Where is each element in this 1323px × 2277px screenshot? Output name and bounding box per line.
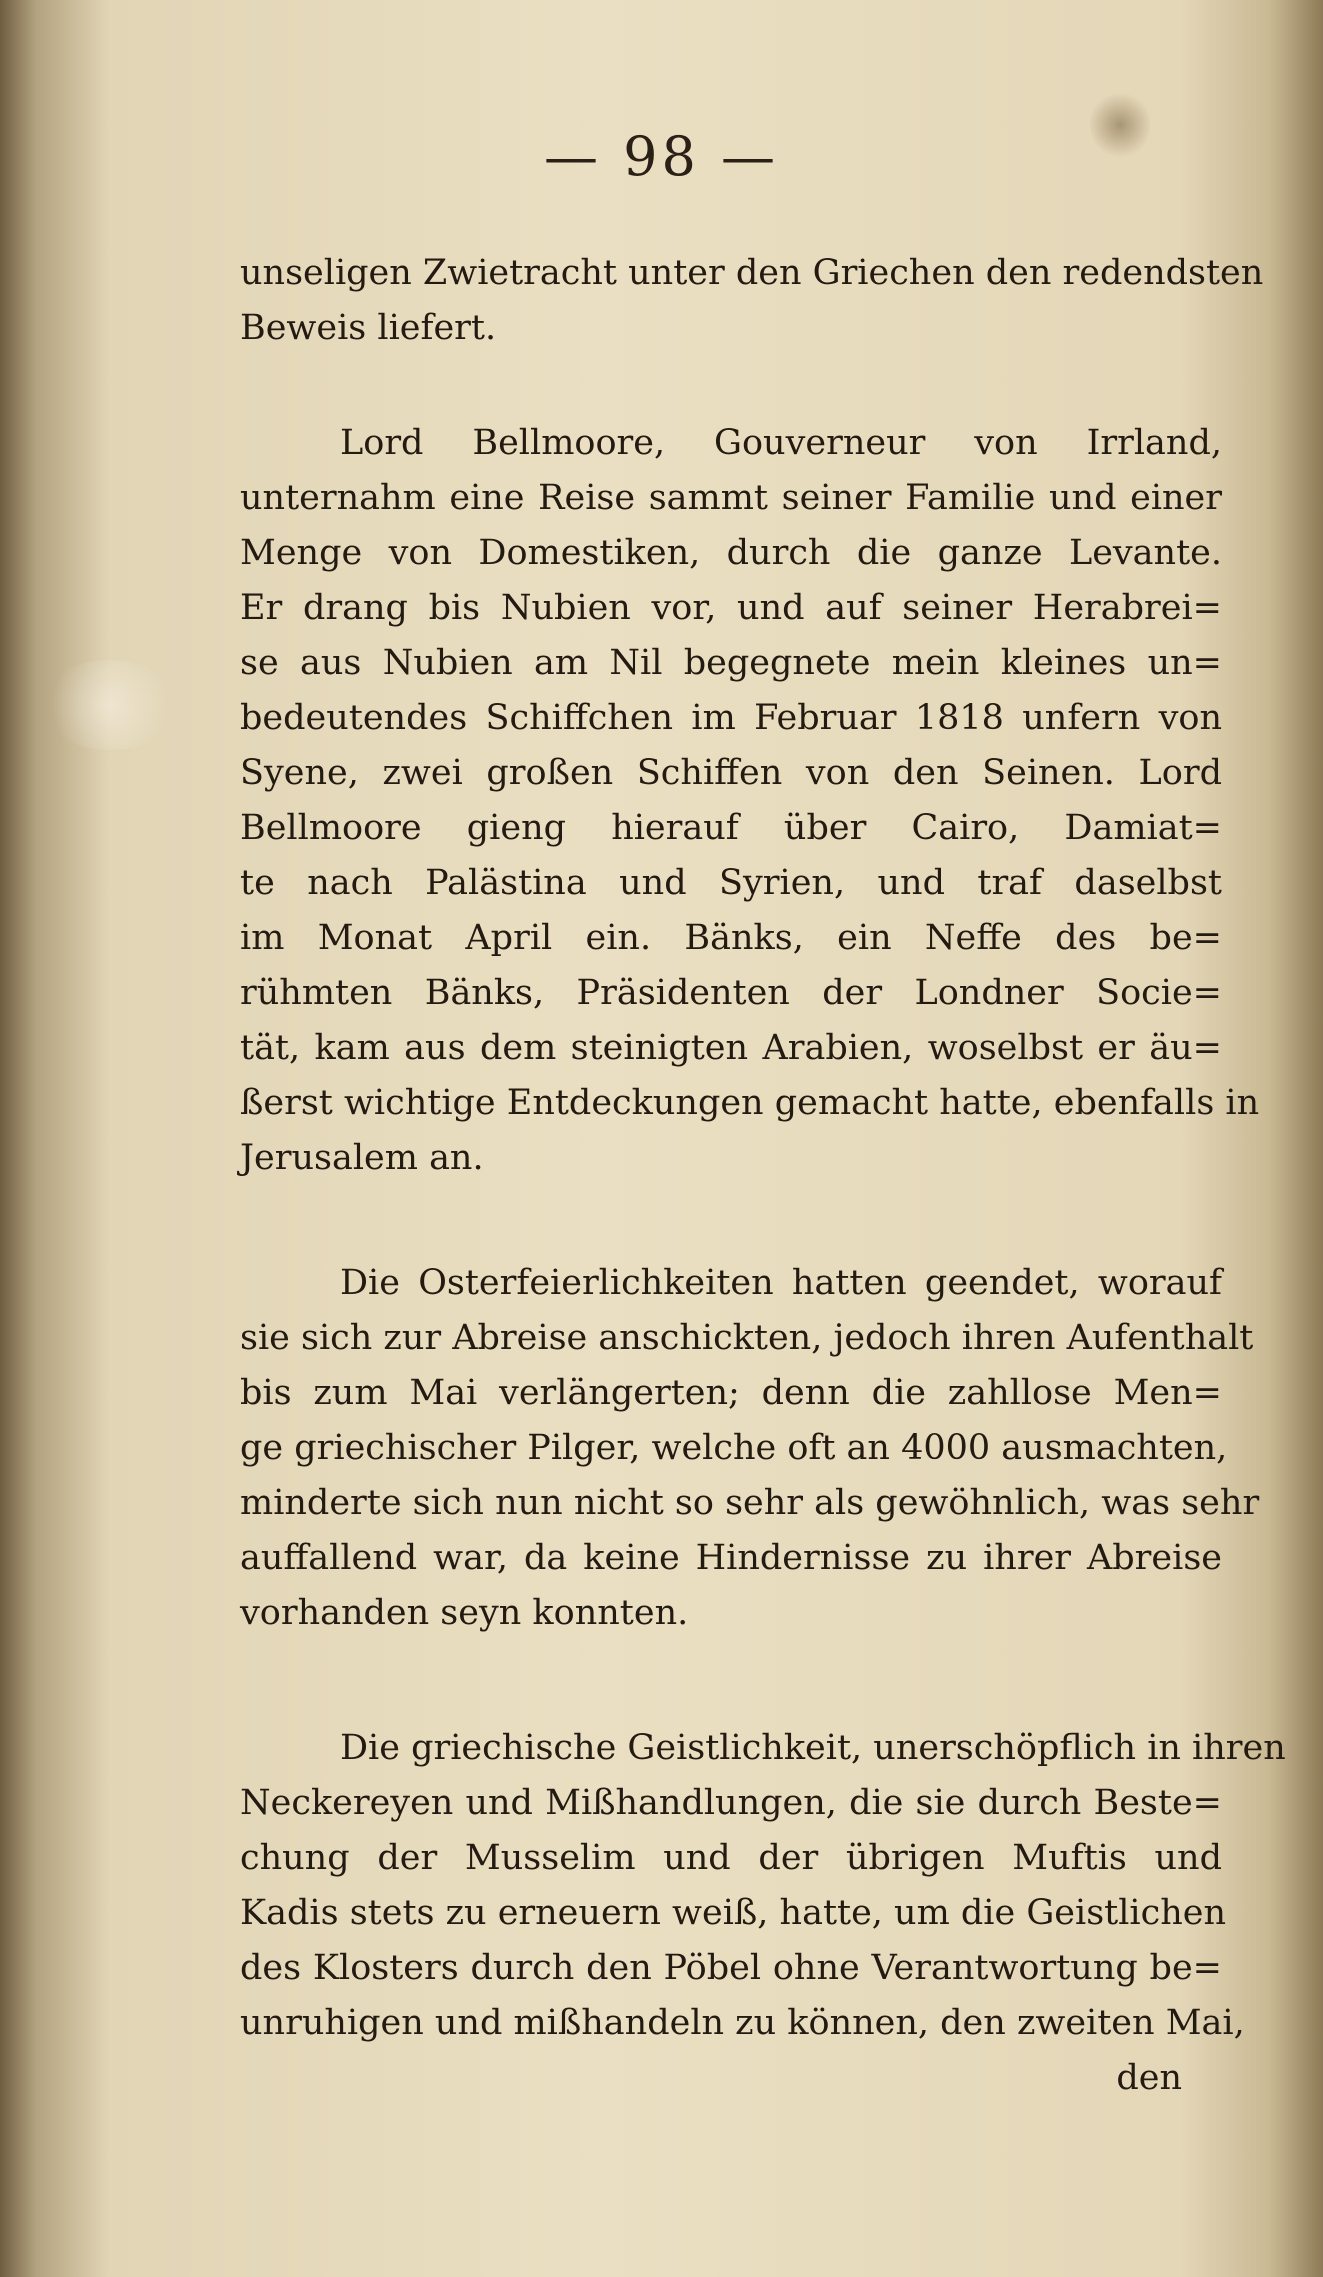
text-line: Jerusalem an.: [240, 1138, 484, 1178]
text-line: bedeutendes Schiffchen im Februar 1818 unfern von: [240, 698, 1222, 738]
text-line: vorhanden seyn konnten.: [240, 1593, 689, 1633]
paper-stain: [40, 660, 180, 750]
text-line: unseligen Zwietracht unter den Griechen den redendsten: [240, 253, 1264, 293]
text-line: sie sich zur Abreise anschickten, jedoch ihren Aufenthalt: [240, 1318, 1254, 1358]
text-line: Syene, zwei großen Schiffen von den Seinen. Lord: [240, 753, 1222, 793]
text-line: Lord Bellmoore, Gouverneur von Irrland,: [340, 423, 1222, 463]
text-line: tät, kam aus dem steinigten Arabien, woselbst er äu=: [240, 1028, 1222, 1068]
paragraph-3: [240, 1256, 1260, 1641]
catchword-line: [240, 2051, 1222, 2106]
page-number: — 98 —: [543, 125, 780, 188]
text-line: rühmten Bänks, Präsidenten der Londner Socie=: [240, 973, 1222, 1013]
text-line: Kadis stets zu erneuern weiß, hatte, um die Geistlichen: [240, 1893, 1227, 1933]
text-line: im Monat April ein. Bänks, ein Neffe des be=: [240, 918, 1222, 958]
text-line: Beweis liefert.: [240, 308, 497, 348]
text-line: auffallend war, da keine Hindernisse zu ihrer Abreise: [240, 1538, 1222, 1578]
body-text: [240, 246, 1286, 2106]
text-line: minderte sich nun nicht so sehr als gewöhnlich, was sehr: [240, 1483, 1260, 1523]
paragraph-1: [240, 246, 1264, 356]
text-line: Die Osterfeierlichkeiten hatten geendet, worauf: [340, 1263, 1222, 1303]
text-line: Die griechische Geistlichkeit, unerschöpflich in ihren: [340, 1728, 1286, 1768]
text-line: Menge von Domestiken, durch die ganze Levante.: [240, 533, 1222, 573]
text-line: unruhigen und mißhandeln zu können, den zweiten Mai,: [240, 2003, 1245, 2043]
text-line: Neckereyen und Mißhandlungen, die sie durch Beste=: [240, 1783, 1222, 1823]
catchword: den: [1116, 2058, 1182, 2098]
text-line: ßerst wichtige Entdeckungen gemacht hatte, ebenfalls in: [240, 1083, 1260, 1123]
text-line: des Klosters durch den Pöbel ohne Verantwortung be=: [240, 1948, 1222, 1988]
text-line: Er drang bis Nubien vor, und auf seiner Herabrei=: [240, 588, 1222, 628]
text-line: bis zum Mai verlängerten; denn die zahllose Men=: [240, 1373, 1222, 1413]
paragraph-2: [240, 416, 1260, 1186]
text-line: ge griechischer Pilger, welche oft an 4000 ausmachten,: [240, 1428, 1228, 1468]
text-line: unternahm eine Reise sammt seiner Familie und einer: [240, 478, 1222, 518]
text-line: Bellmoore gieng hierauf über Cairo, Damiat=: [240, 808, 1222, 848]
text-line: chung der Musselim und der übrigen Muftis und: [240, 1838, 1222, 1878]
paragraph-4: [240, 1721, 1286, 2051]
text-line: se aus Nubien am Nil begegnete mein kleines un=: [240, 643, 1222, 683]
text-line: te nach Palästina und Syrien, und traf daselbst: [240, 863, 1222, 903]
